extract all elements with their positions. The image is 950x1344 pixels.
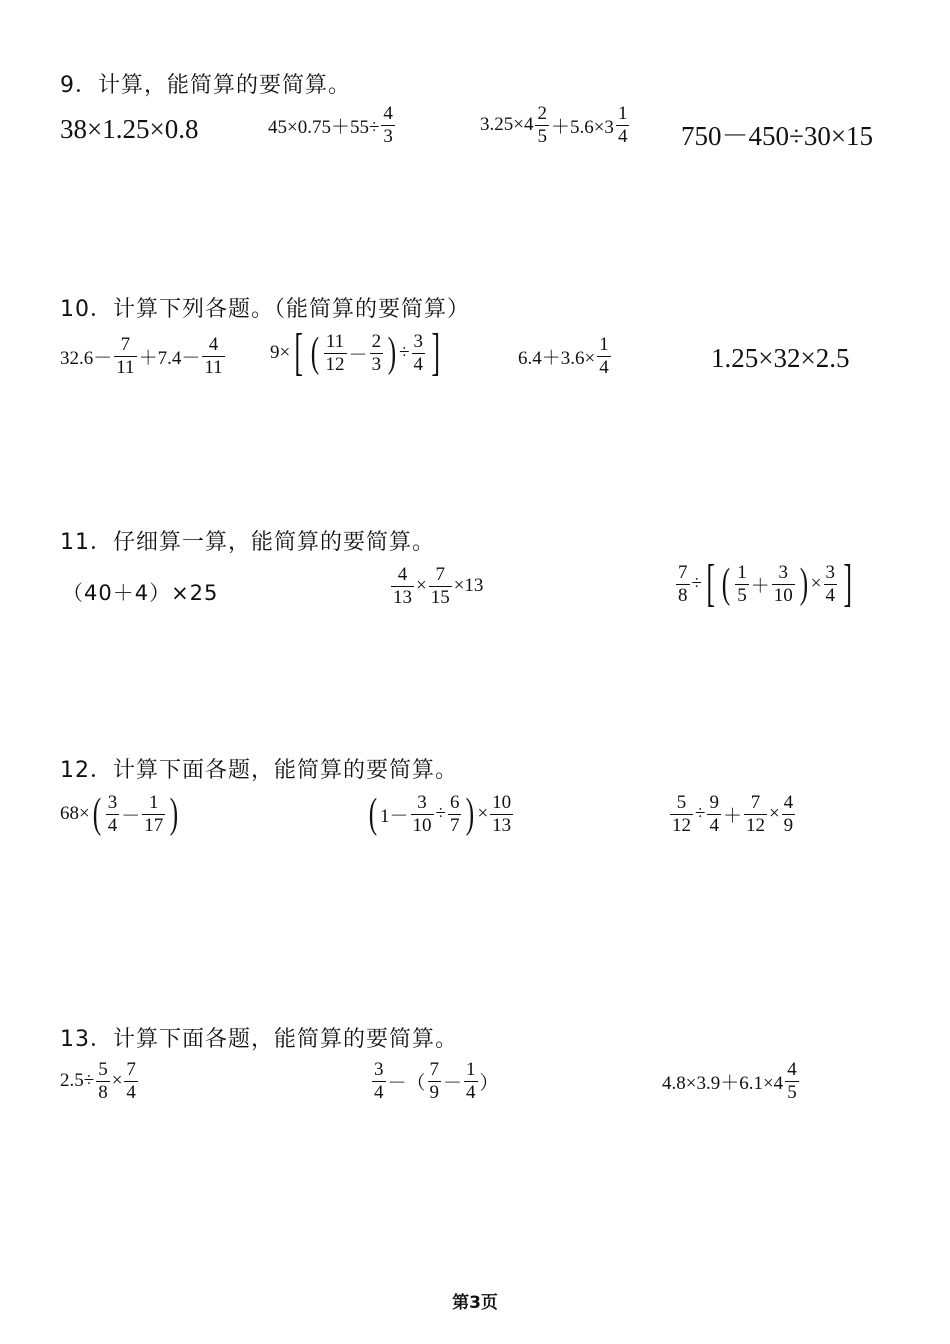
problem-10-expr-4: 1.25×32×2.5 bbox=[711, 343, 850, 373]
problem-10-expr-2: 9× [ ( $\frac{11}{12}$ － $\frac{2}{3}$ ) ÷ $\frac{3}{4}$ ] bbox=[270, 324, 440, 381]
problem-13-expr-1: 2.5÷ $\frac{5}{8}$ × $\frac{7}{4}$ bbox=[60, 1059, 136, 1103]
problem-9-expr-2: 45×0.75＋55÷ $\frac{4}{3}$ bbox=[268, 103, 393, 147]
problem-12-heading: 12．计算下面各题，能简算的要简算。 bbox=[60, 758, 458, 783]
fraction: $\frac{4}{11}$ bbox=[204, 334, 223, 378]
fraction: $\frac{7}{8}$ bbox=[678, 561, 688, 606]
fraction: $\frac{3}{4}$ bbox=[825, 561, 835, 606]
fraction: $\frac{7}{4}$ bbox=[126, 1059, 136, 1103]
problem-13-expr-3: 4.8×3.9＋6.1×4 $\frac{4}{5}$ bbox=[662, 1059, 797, 1103]
fraction: $\frac{10}{13}$ bbox=[492, 792, 512, 836]
fraction: $\frac{3}{10}$ bbox=[412, 792, 432, 836]
problem-11-expr-3: $\frac{7}{8}$ ÷ [ ( $\frac{1}{5}$ ＋ $\frac{3}{10}$ ) × $\frac{3}{4}$ ] bbox=[678, 555, 852, 612]
fraction: $\frac{2}{3}$ bbox=[371, 330, 382, 375]
fraction: $\frac{4}{9}$ bbox=[783, 792, 794, 836]
problem-9-heading: 9．计算，能简算的要简算。 bbox=[60, 73, 351, 98]
fraction: $\frac{11}{12}$ bbox=[325, 330, 345, 375]
problem-10-expr-1: 32.6－ $\frac{7}{11}$ ＋7.4－ $\frac{4}{11}$ bbox=[60, 334, 223, 378]
fraction: $\frac{7}{9}$ bbox=[429, 1059, 440, 1103]
fraction: $\frac{7}{15}$ bbox=[430, 564, 450, 608]
fraction: $\frac{6}{7}$ bbox=[449, 792, 460, 836]
fraction: $\frac{4}{13}$ bbox=[393, 564, 412, 608]
problem-13-expr-2: $\frac{3}{4}$ －（ $\frac{7}{9}$ － $\frac{1}{4}$ ） bbox=[374, 1059, 499, 1103]
page-number: 第3页 bbox=[452, 1293, 498, 1313]
problem-11-heading: 11．仔细算一算，能简算的要简算。 bbox=[60, 530, 435, 555]
problem-9-expr-3: 3.25×4 $\frac{2}{5}$ ＋5.6×3 $\frac{1}{4}$ bbox=[480, 103, 628, 147]
fraction: $\frac{3}{10}$ bbox=[773, 561, 793, 606]
problem-13-heading: 13．计算下面各题，能简算的要简算。 bbox=[60, 1027, 458, 1052]
fraction: $\frac{1}{5}$ bbox=[737, 561, 747, 606]
problem-12-expr-1: 68× ( $\frac{3}{4}$ － $\frac{1}{17}$ ) bbox=[60, 791, 179, 838]
fraction: $\frac{4}{3}$ bbox=[383, 103, 393, 147]
fraction: $\frac{7}{11}$ bbox=[116, 334, 135, 378]
fraction: $\frac{1}{17}$ bbox=[144, 792, 164, 836]
fraction: $\frac{3}{4}$ bbox=[374, 1059, 384, 1103]
fraction: $\frac{7}{12}$ bbox=[745, 792, 765, 836]
fraction: $\frac{5}{12}$ bbox=[672, 792, 691, 836]
fraction: $\frac{3}{4}$ bbox=[107, 792, 118, 836]
problem-10-expr-3: 6.4＋3.6× $\frac{1}{4}$ bbox=[518, 334, 609, 378]
problem-10-heading: 10．计算下列各题。（能简算的要简算） bbox=[60, 297, 470, 322]
fraction: $\frac{1}{4}$ bbox=[466, 1059, 476, 1103]
problem-12-expr-3: $\frac{5}{12}$ ÷ $\frac{9}{4}$ ＋ $\frac{7}{12}$ × $\frac{4}{9}$ bbox=[672, 792, 794, 836]
problem-12-expr-2: ( 1－ $\frac{3}{10}$ ÷ $\frac{6}{7}$ ) × $\frac{10}{13}$ bbox=[368, 791, 512, 838]
fraction: $\frac{1}{4}$ bbox=[617, 103, 628, 147]
fraction: $\frac{1}{4}$ bbox=[599, 334, 609, 378]
problem-9-expr-4: 750－450÷30×15 bbox=[681, 121, 874, 151]
fraction: $\frac{2}{5}$ bbox=[537, 103, 547, 147]
problem-11-expr-1: （40＋4）×25 bbox=[62, 581, 219, 605]
fraction: $\frac{3}{4}$ bbox=[413, 330, 423, 375]
problem-9-expr-1: 38×1.25×0.8 bbox=[60, 114, 199, 144]
fraction: $\frac{5}{8}$ bbox=[98, 1059, 108, 1103]
fraction: $\frac{9}{4}$ bbox=[709, 792, 719, 836]
fraction: $\frac{4}{5}$ bbox=[787, 1059, 797, 1103]
problem-11-expr-2: $\frac{4}{13}$ × $\frac{7}{15}$ ×13 bbox=[393, 564, 484, 608]
